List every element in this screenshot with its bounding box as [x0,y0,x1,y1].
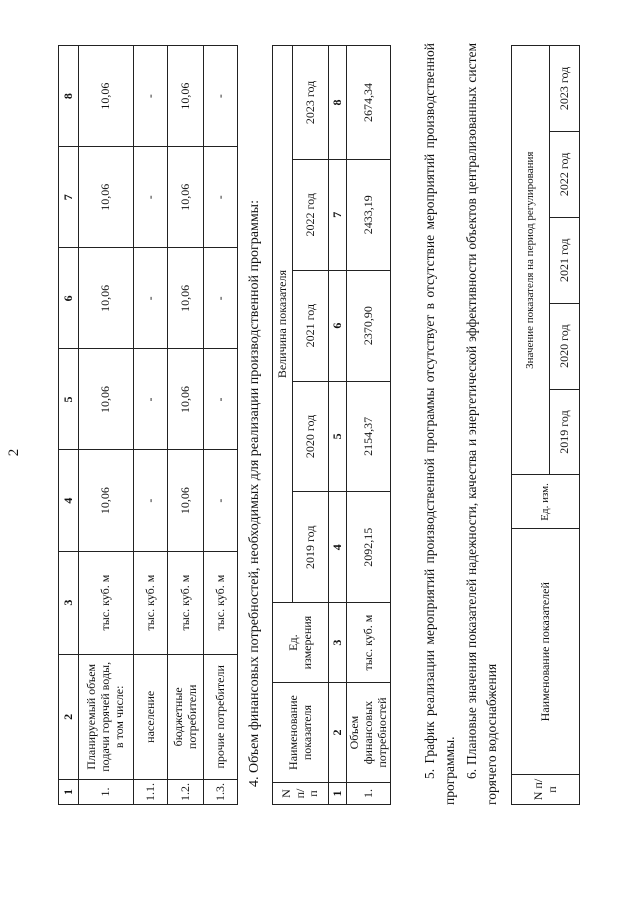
column-number: 1 [329,783,347,805]
table-cell: 10,06 [168,248,204,349]
column-number: 6 [329,270,347,381]
header-n: N п/п [512,775,580,805]
table-row [347,46,391,805]
column-number: 2 [329,683,347,783]
year-header: 2022 год [550,131,580,217]
header-unit: Ед. измерения [273,603,329,683]
table-cell: 1.1. [134,780,168,805]
column-number: 8 [329,46,347,160]
header-name: Наименование показателей [512,529,580,775]
table-cell: тыс. куб. м [347,603,391,683]
year-header: 2023 год [293,46,329,160]
table-cell: - [134,349,168,450]
table-cell: 10,06 [79,147,134,248]
table-cell: население [134,654,168,779]
table-cell: бюджетные потребители [168,654,204,779]
table-cell: прочие потребители [204,654,238,779]
table-cell: 2092,15 [347,492,391,603]
column-number: 3 [329,603,347,683]
table-cell: 2154,37 [347,381,391,492]
table-cell: - [134,248,168,349]
table-cell: 1.2. [168,780,204,805]
section-5-text: 5. График реализации мероприятий производственной программы отсутствует в отсутствие мероприятий производственной программы. [422,43,457,805]
table-row [204,46,238,805]
header-unit: Ед. изм. [512,475,580,529]
column-number: 7 [329,159,347,270]
table-cell: - [134,450,168,551]
table-header-cell: 5 [59,349,79,450]
table-header-cell: 8 [59,46,79,147]
table-row [79,46,134,805]
year-header: 2020 год [550,303,580,389]
table-cell: 10,06 [168,349,204,450]
table-cell: 1. [347,783,391,805]
indicators-table [511,45,580,805]
table-header-cell: 2 [59,654,79,779]
year-header: 2023 год [550,46,580,132]
column-number: 5 [329,381,347,492]
header-name: Наименование показателя [273,683,329,783]
year-header: 2022 год [293,159,329,270]
table-cell: 10,06 [79,450,134,551]
table-cell: 10,06 [79,349,134,450]
year-header: 2019 год [550,389,580,475]
table-row [134,46,168,805]
table-cell: - [134,46,168,147]
table-cell: тыс. куб. м [204,551,238,654]
financial-needs-table [272,45,391,805]
table-cell: 10,06 [79,46,134,147]
table-cell: 2370,90 [347,270,391,381]
year-header: 2021 год [293,270,329,381]
table-cell: 10,06 [168,46,204,147]
table-header-cell: 1 [59,780,79,805]
table-cell: - [204,349,238,450]
table-cell: Объем финансовых потребностей [347,683,391,783]
section-6-text: 6. Плановые значения показателей надежности, качества и энергетической эффективности объектов централизованных систем горячего водоснабжения [464,43,499,805]
page-number: 2 [6,448,22,457]
table-cell: Планируемый объем подачи горячей воды, в том числе: [79,654,134,779]
header-n: N п/п [273,783,329,805]
table-cell: 2674,34 [347,46,391,160]
header-group: Значение показателя на период регулирования [512,46,550,475]
table-row [168,46,204,805]
table-header-cell: 6 [59,248,79,349]
table-cell: - [204,46,238,147]
table-cell: 10,06 [168,147,204,248]
table-cell: тыс. куб. м [79,551,134,654]
table-cell: тыс. куб. м [168,551,204,654]
section-4-title: 4. Объем финансовых потребностей, необходимых для реализации производственной программы: [247,200,262,787]
volume-table [58,45,238,805]
year-header: 2020 год [293,381,329,492]
table-header-cell: 4 [59,450,79,551]
table-cell: - [204,248,238,349]
table-cell: 2433,19 [347,159,391,270]
year-header: 2019 год [293,492,329,603]
column-number: 4 [329,492,347,603]
table-cell: тыс. куб. м [134,551,168,654]
table-cell: 1. [79,780,134,805]
year-header: 2021 год [550,217,580,303]
table-cell: - [204,450,238,551]
table-cell: 10,06 [79,248,134,349]
table-cell: 1.3. [204,780,238,805]
table-header-cell: 3 [59,551,79,654]
table-header-cell: 7 [59,147,79,248]
header-group: Величина показателя [273,46,293,603]
table-cell: - [204,147,238,248]
table-cell: - [134,147,168,248]
table-cell: 10,06 [168,450,204,551]
